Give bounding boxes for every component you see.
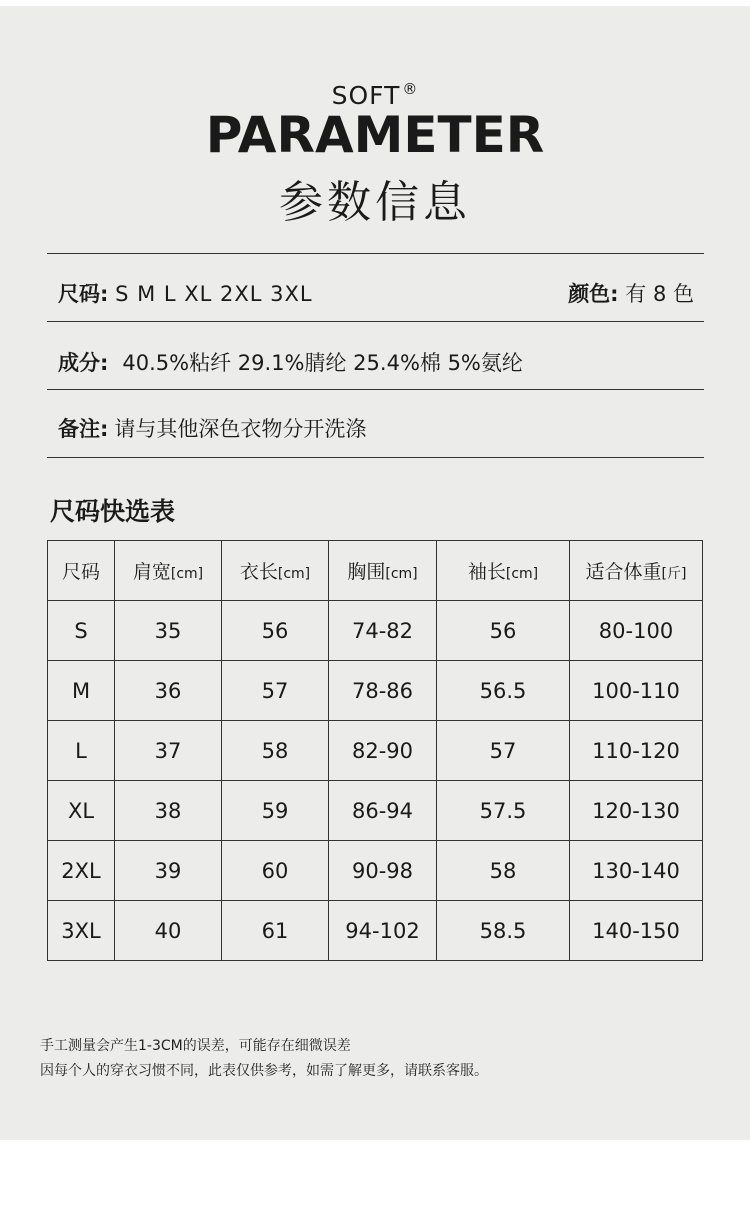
cell-sleeve: 56	[437, 601, 570, 661]
cell-chest: 82-90	[329, 721, 437, 781]
cell-shoulder: 36	[115, 661, 222, 721]
header-length: 衣长[cm]	[222, 541, 329, 601]
header-chest: 胸围[cm]	[329, 541, 437, 601]
cell-chest: 78-86	[329, 661, 437, 721]
cell-shoulder: 40	[115, 901, 222, 961]
cell-weight: 80-100	[570, 601, 703, 661]
size-values: S M L XL 2XL 3XL	[115, 282, 313, 306]
title-chinese: 参数信息	[279, 177, 471, 228]
cell-shoulder: 39	[115, 841, 222, 901]
divider	[47, 457, 704, 458]
cell-weight: 120-130	[570, 781, 703, 841]
size-label: 尺码:	[58, 282, 109, 306]
remark-row	[58, 413, 694, 443]
table-row	[48, 781, 703, 841]
cell-size: S	[48, 601, 115, 661]
header-sleeve: 袖长[cm]	[437, 541, 570, 601]
cell-weight: 140-150	[570, 901, 703, 961]
composition-value: 40.5%粘纤 29.1%腈纶 25.4%棉 5%氨纶	[122, 351, 523, 375]
cell-weight: 110-120	[570, 721, 703, 781]
reference-note: 因每个人的穿衣习惯不同，此表仅供参考，如需了解更多，请联系客服。	[40, 1063, 488, 1079]
cell-sleeve: 56.5	[437, 661, 570, 721]
cell-sleeve: 58	[437, 841, 570, 901]
remark-value: 请与其他深色衣物分开洗涤	[114, 417, 367, 441]
cell-chest: 74-82	[329, 601, 437, 661]
divider	[47, 253, 704, 254]
header-weight: 适合体重[斤]	[570, 541, 703, 601]
table-row	[48, 901, 703, 961]
cell-chest: 86-94	[329, 781, 437, 841]
cell-length: 56	[222, 601, 329, 661]
cell-chest: 90-98	[329, 841, 437, 901]
cell-shoulder: 37	[115, 721, 222, 781]
cell-chest: 94-102	[329, 901, 437, 961]
table-row	[48, 721, 703, 781]
composition-label: 成分:	[58, 351, 109, 375]
size-chart-title: 尺码快选表	[50, 497, 176, 526]
cell-size: 3XL	[48, 901, 115, 961]
cell-sleeve: 58.5	[437, 901, 570, 961]
color-value: 有 8 色	[625, 282, 694, 306]
size-chart-table	[47, 540, 703, 961]
measurement-note: 手工测量会产生1-3CM的误差，可能存在细微误差	[40, 1038, 351, 1054]
title-english: PARAMETER	[205, 106, 545, 164]
cell-length: 61	[222, 901, 329, 961]
registered-mark: ®	[402, 80, 419, 98]
table-row	[48, 601, 703, 661]
color-label: 颜色:	[568, 282, 619, 306]
cell-sleeve: 57.5	[437, 781, 570, 841]
cell-length: 57	[222, 661, 329, 721]
cell-shoulder: 35	[115, 601, 222, 661]
cell-size: M	[48, 661, 115, 721]
table-row	[48, 841, 703, 901]
cell-size: 2XL	[48, 841, 115, 901]
cell-length: 59	[222, 781, 329, 841]
cell-sleeve: 57	[437, 721, 570, 781]
size-color-row	[58, 278, 694, 308]
cell-length: 58	[222, 721, 329, 781]
divider	[47, 389, 704, 390]
remark-label: 备注:	[58, 417, 109, 441]
cell-length: 60	[222, 841, 329, 901]
cell-weight: 100-110	[570, 661, 703, 721]
cell-shoulder: 38	[115, 781, 222, 841]
cell-size: XL	[48, 781, 115, 841]
cell-weight: 130-140	[570, 841, 703, 901]
brand-soft: SOFT ®	[331, 80, 419, 110]
cell-size: L	[48, 721, 115, 781]
divider	[47, 321, 704, 322]
table-header-row	[48, 541, 703, 601]
table-row	[48, 661, 703, 721]
header-size: 尺码	[48, 541, 115, 601]
header-shoulder: 肩宽[cm]	[115, 541, 222, 601]
composition-row	[58, 347, 694, 377]
